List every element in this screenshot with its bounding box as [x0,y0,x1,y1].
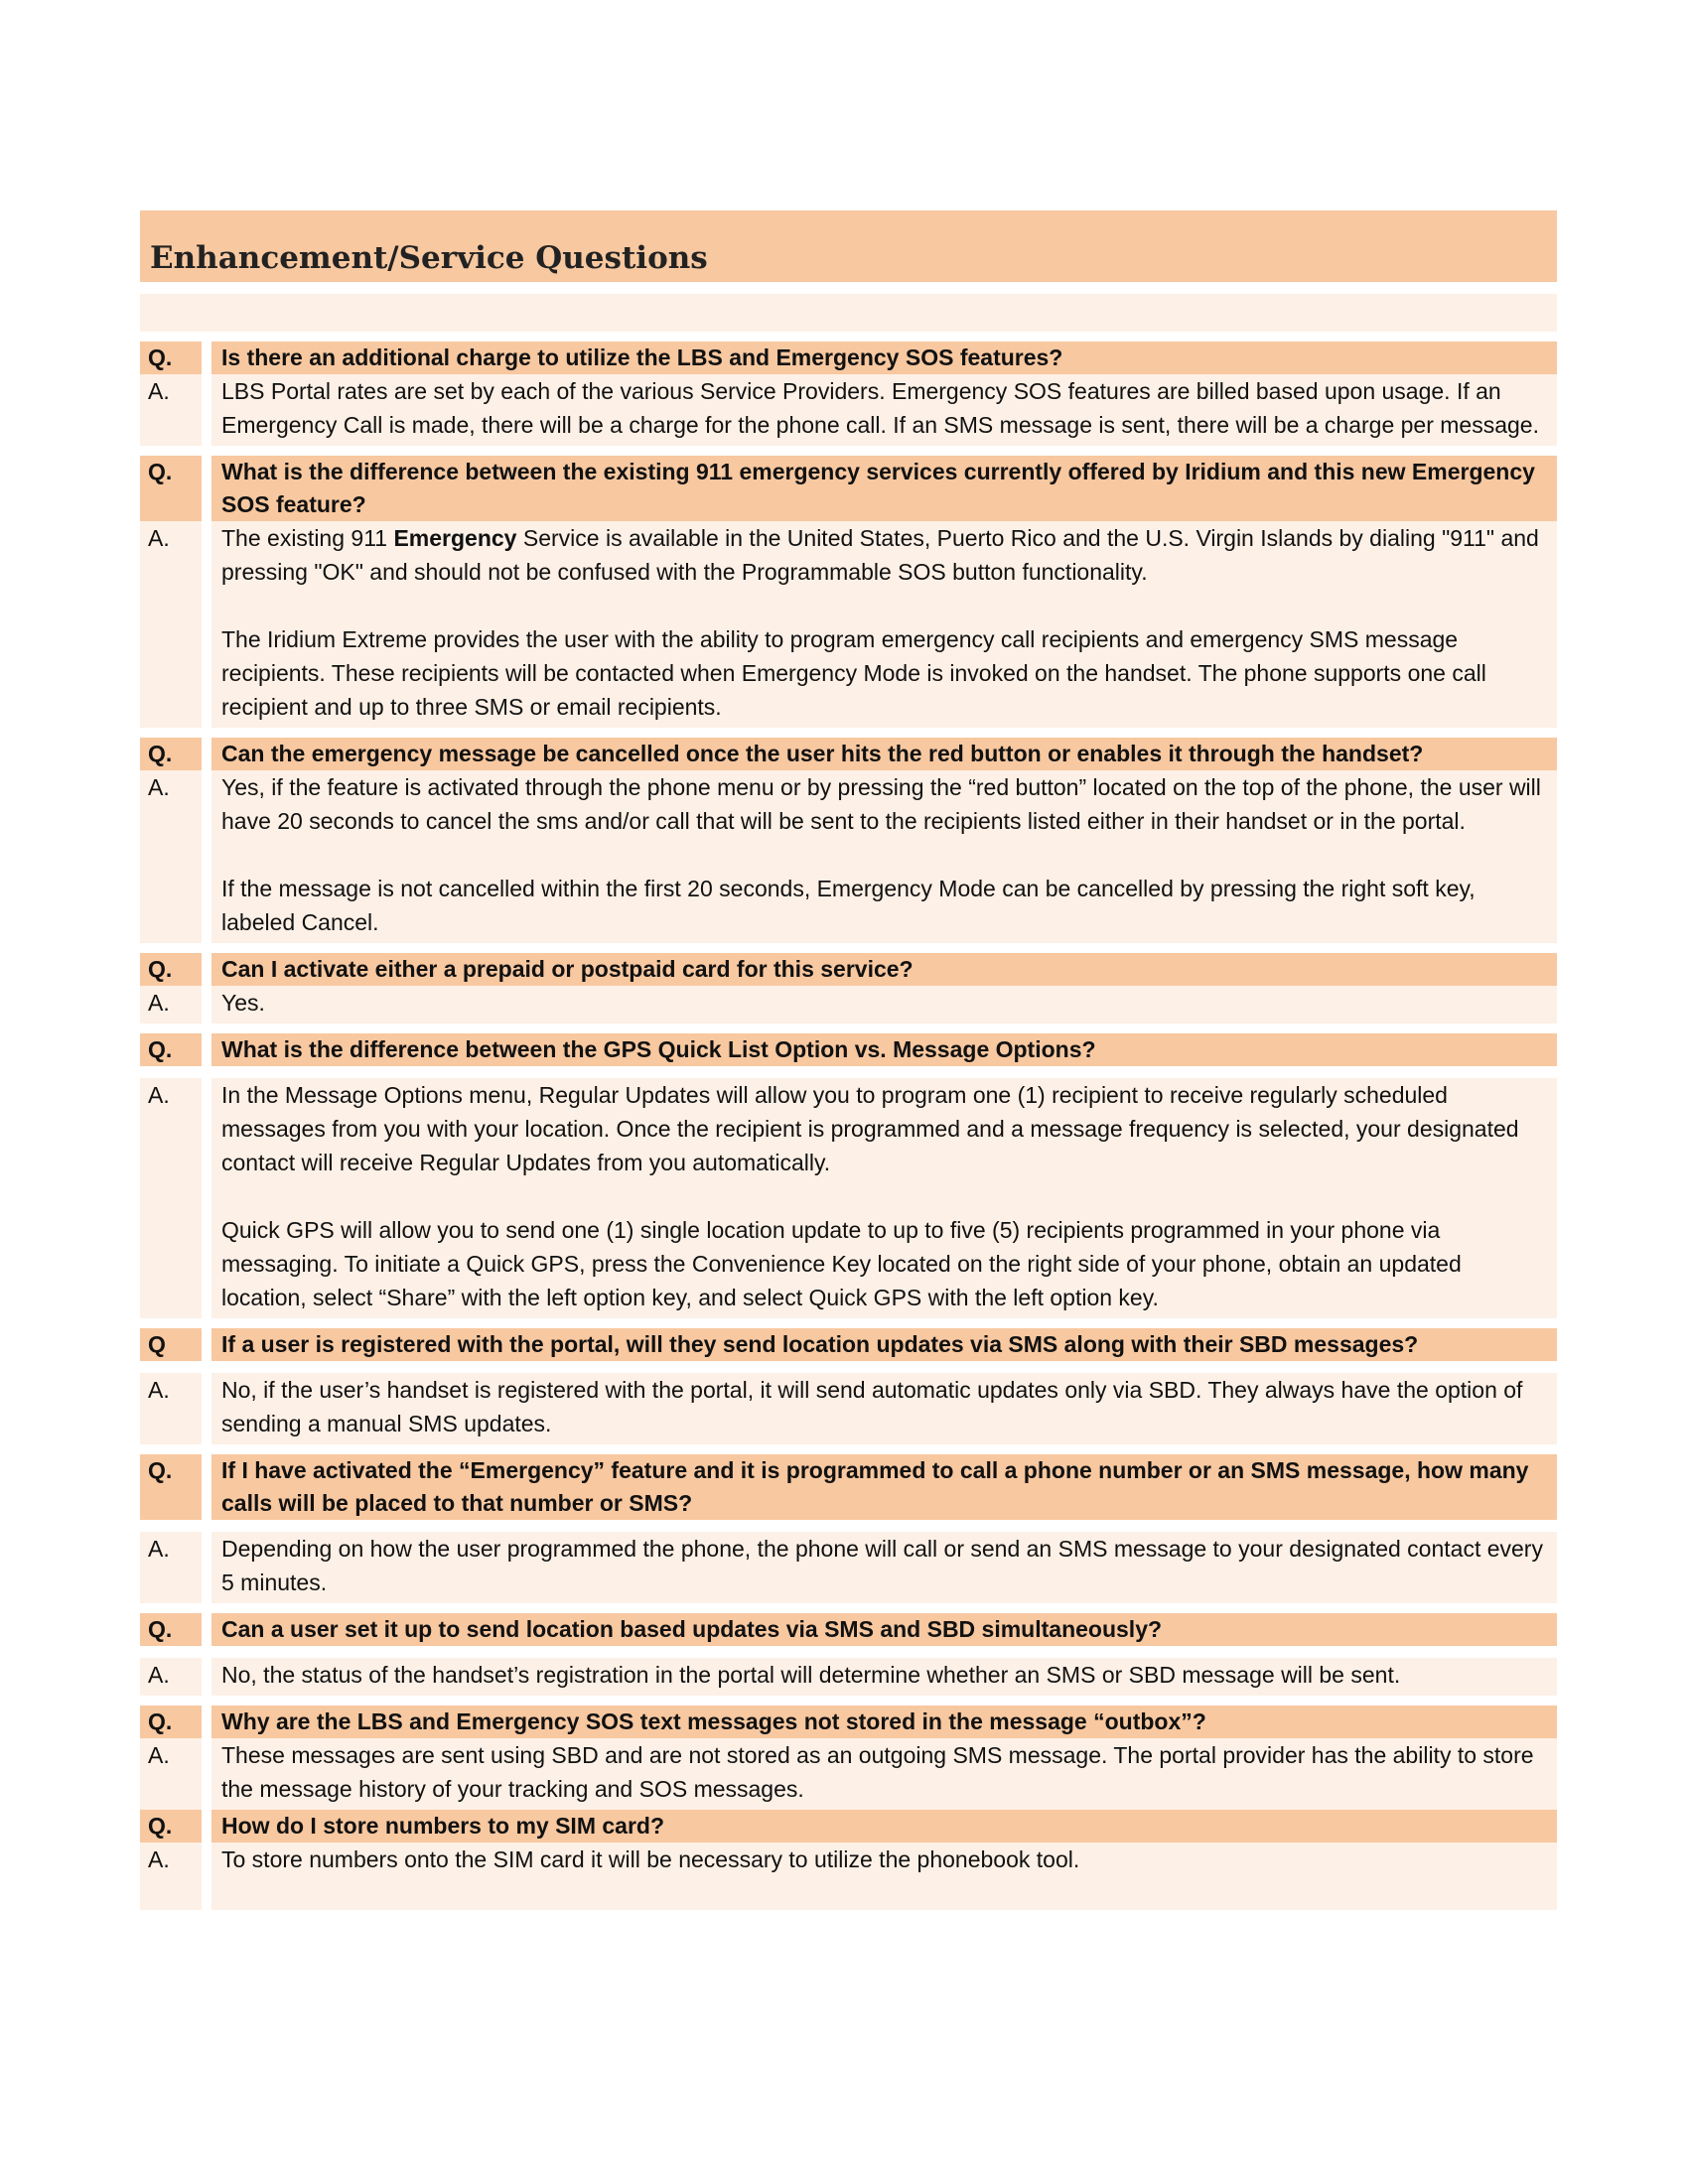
answer-label: A. [140,986,202,1024]
question-row [140,953,1557,986]
answer-label: A. [140,1078,202,1318]
question-text: If I have activated the “Emergency” feature and it is programmed to call a phone number or an SMS message, how many calls will be placed to that number or SMS? [211,1454,1557,1520]
spacer-bar [140,294,1557,332]
answer-tail: Service is available in the United States, Puerto Rico and the U.S. Virgin Islands by dialing "911" and pressing "OK" and should not be confused with the Programmable SOS button functionality. [221,525,1539,585]
question-row [140,1328,1557,1361]
question-label: Q. [140,1613,202,1646]
question-label: Q. [140,738,202,770]
answer-row [140,1078,1557,1318]
answer-label: A. [140,374,202,446]
question-label: Q. [140,341,202,374]
question-text: Can a user set it up to send location based updates via SMS and SBD simultaneously? [211,1613,1557,1646]
answer-paragraph: The Iridium Extreme provides the user with the ability to program emergency call recipients and emergency SMS message recipients. These recipients will be contacted when Emergency Mode is invoked on the handset. The phone supports one call recipient and up to three SMS or email recipients. [221,626,1486,720]
answer-paragraph: Yes. [221,990,265,1016]
faq-item [140,1613,1557,1696]
question-text: If a user is registered with the portal, will they send location updates via SMS along with their SBD messages? [211,1328,1557,1361]
answer-paragraph: These messages are sent using SBD and are not stored as an outgoing SMS message. The portal provider has the ability to store the message history of your tracking and SOS messages. [221,1742,1534,1802]
question-row [140,1613,1557,1646]
question-label: Q. [140,1810,202,1843]
faq-item [140,456,1557,728]
answer-label: A. [140,770,202,943]
answer-row [140,986,1557,1024]
question-label: Q [140,1328,202,1361]
answer-paragraph [221,521,1549,589]
question-row [140,1706,1557,1738]
answer-text [211,1532,1557,1603]
answer-paragraph: No, if the user’s handset is registered with the portal, it will send automatic updates only via SBD. They always have the option of sending a manual SMS updates. [221,1377,1523,1436]
question-label: Q. [140,1454,202,1520]
answer-row [140,374,1557,446]
question-label: Q. [140,1706,202,1738]
answer-row [140,1843,1557,1910]
answer-paragraph: If the message is not cancelled within the first 20 seconds, Emergency Mode can be cancelled by pressing the right soft key, labeled Cancel. [221,876,1476,935]
answer-label: A. [140,1658,202,1696]
question-row [140,1810,1557,1843]
answer-label: A. [140,521,202,728]
answer-label: A. [140,1373,202,1444]
question-text: Can I activate either a prepaid or postpaid card for this service? [211,953,1557,986]
question-text: What is the difference between the existing 911 emergency services currently offered by Iridium and this new Emergency SOS feature? [211,456,1557,521]
faq-item [140,1033,1557,1318]
question-row [140,1454,1557,1520]
answer-row [140,1738,1557,1810]
answer-text [211,1738,1557,1810]
page-title: Enhancement/Service Questions [150,240,708,276]
answer-paragraph: To store numbers onto the SIM card it will be necessary to utilize the phonebook tool. [221,1846,1080,1872]
answer-row [140,521,1557,728]
answer-text [211,374,1557,446]
answer-lead: The existing 911 [221,525,394,551]
answer-paragraph: Quick GPS will allow you to send one (1) single location update to up to five (5) recipients programmed in your phone via messaging. To initiate a Quick GPS, press the Convenience Key located on the right side of your phone, obtain an updated location, select “Share” with the left option key, and select Quick GPS with the left option key. [221,1217,1462,1310]
answer-text [211,1373,1557,1444]
faq-item [140,1328,1557,1444]
question-row [140,738,1557,770]
faq-item [140,1454,1557,1603]
answer-text [211,1078,1557,1318]
answer-text [211,770,1557,943]
faq-item [140,1810,1557,1910]
answer-text [211,1658,1557,1696]
answer-label: A. [140,1738,202,1810]
answer-label: A. [140,1532,202,1603]
faq-item [140,738,1557,943]
faq-item [140,1706,1557,1810]
answer-row [140,1658,1557,1696]
question-row [140,1033,1557,1066]
answer-row [140,1532,1557,1603]
question-label: Q. [140,1033,202,1066]
answer-label: A. [140,1843,202,1910]
question-text: Can the emergency message be cancelled once the user hits the red button or enables it through the handset? [211,738,1557,770]
answer-paragraph: LBS Portal rates are set by each of the various Service Providers. Emergency SOS features are billed based upon usage. If an Emergency Call is made, there will be a charge for the phone call. If an SMS message is sent, there will be a charge per message. [221,378,1539,438]
faq-document [140,210,1557,1920]
question-text: Is there an additional charge to utilize the LBS and Emergency SOS features? [211,341,1557,374]
question-row [140,456,1557,521]
answer-paragraph: In the Message Options menu, Regular Updates will allow you to program one (1) recipient to receive regularly scheduled messages from you with your location. Once the recipient is programmed and a message frequency is selected, your designated contact will receive Regular Updates from you automatically. [221,1082,1519,1175]
answer-paragraph: No, the status of the handset’s registration in the portal will determine whether an SMS or SBD message will be sent. [221,1662,1401,1688]
faq-item [140,341,1557,446]
faq-item [140,953,1557,1024]
question-text: What is the difference between the GPS Quick List Option vs. Message Options? [211,1033,1557,1066]
answer-text [211,1843,1557,1910]
title-bar [140,210,1557,282]
answer-row [140,1373,1557,1444]
question-label: Q. [140,953,202,986]
answer-paragraph: Yes, if the feature is activated through the phone menu or by pressing the “red button” located on the top of the phone, the user will have 20 seconds to cancel the sms and/or call that will be sent to the recipients listed either in their handset or in the portal. [221,774,1541,834]
question-label: Q. [140,456,202,521]
question-text: How do I store numbers to my SIM card? [211,1810,1557,1843]
answer-text [211,521,1557,728]
answer-text [211,986,1557,1024]
question-text: Why are the LBS and Emergency SOS text messages not stored in the message “outbox”? [211,1706,1557,1738]
answer-bold: Emergency [393,525,517,551]
question-row [140,341,1557,374]
answer-paragraph: Depending on how the user programmed the phone, the phone will call or send an SMS message to your designated contact every 5 minutes. [221,1536,1543,1595]
answer-row [140,770,1557,943]
